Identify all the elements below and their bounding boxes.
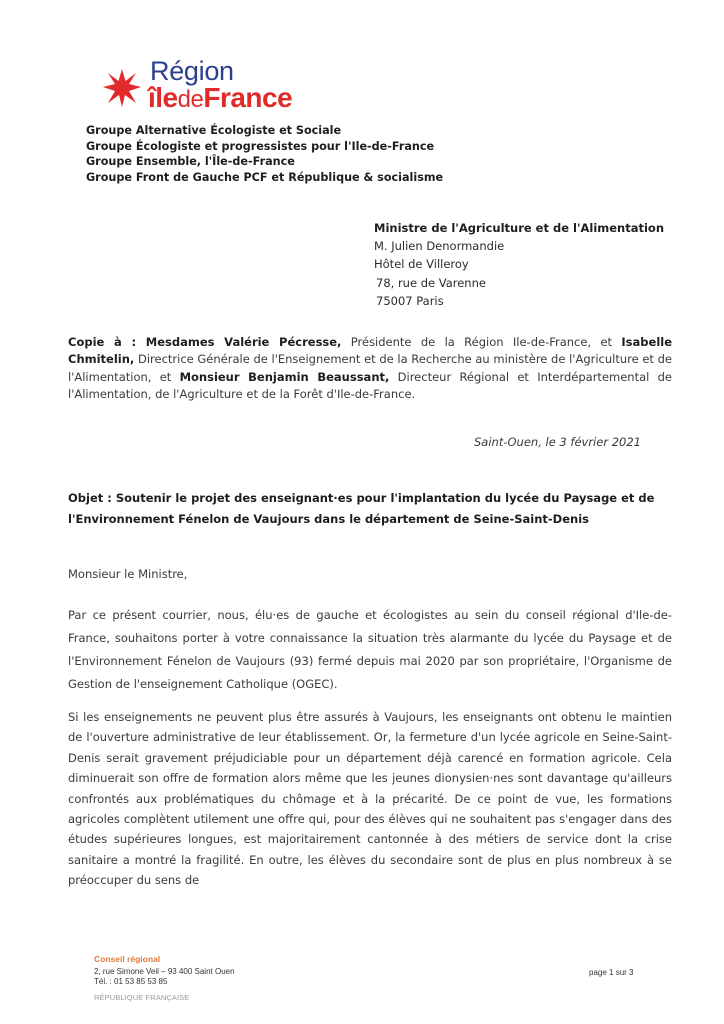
group-line: Groupe Ensemble, l'Île-de-France bbox=[86, 155, 295, 168]
recipient-title: Ministre de l'Agriculture et de l'Alimentation bbox=[374, 221, 665, 235]
group-line: Groupe Alternative Écologiste et Sociale bbox=[86, 124, 342, 137]
star-icon bbox=[102, 68, 142, 108]
copie-label: Copie à : Mesdames Valérie Pécresse, bbox=[68, 335, 342, 349]
logo-de: de bbox=[177, 86, 204, 113]
recipient-building: Hôtel de Villeroy bbox=[374, 257, 469, 272]
salutation: Monsieur le Ministre, bbox=[68, 567, 188, 581]
letter-date: Saint-Ouen, le 3 février 2021 bbox=[474, 435, 641, 449]
logo-idf-text bbox=[148, 82, 292, 114]
logo-region-text: Région bbox=[150, 56, 234, 86]
sender-groups bbox=[86, 123, 443, 185]
copie-name: Isabelle Chmitelin, bbox=[68, 335, 673, 367]
copie-text: Directeur Régional et Interdépartemental de l'Alimentation, de l'Agriculture et de la Forêt d'Ile-de-France. bbox=[68, 369, 672, 402]
group-line: Groupe Front de Gauche PCF et République & socialisme bbox=[86, 170, 444, 184]
logo-france: France bbox=[203, 82, 293, 113]
group-line: Groupe Écologiste et progressistes pour l'Ile-de-France bbox=[86, 139, 435, 153]
copie-text: Présidente de la Région Ile-de-France, et bbox=[341, 335, 622, 349]
recipient-street: 78, rue de Varenne bbox=[376, 275, 486, 290]
copie-text: Directrice Générale de l'Enseignement et de la Recherche au ministère de l'Agriculture et de l'Alimentation, et bbox=[68, 352, 672, 384]
footer-address: 2, rue Simone Veil – 93 400 Saint Ouen bbox=[94, 966, 235, 976]
recipient-city: 75007 Paris bbox=[376, 293, 444, 308]
page-number: page 1 sur 3 bbox=[589, 968, 634, 977]
body-paragraph: Par ce présent courrier, nous, élu·es de gauche et écologistes au sein du conseil régional d'Ile-de-France, souhaitons porter à votre connaissance la situation très alarmante du lycée du Paysage et de l'Environnement Fénelon de Vaujours (93) fermé depuis mai 2020 par son propriétaire, l'Organisme de Gestion de l'enseignement Catholique (OGEC). bbox=[68, 608, 672, 691]
recipient-address bbox=[374, 219, 664, 310]
copie-name: Monsieur Benjamin Beaussant, bbox=[179, 369, 390, 384]
logo-ile: île bbox=[148, 82, 178, 113]
letter-subject: Objet : Soutenir le projet des enseignant·es pour l'implantation du lycée du Paysage et de l'Environnement Fénelon de Vaujours dans le département de Seine-Saint-Denis bbox=[68, 491, 655, 526]
footer-org: Conseil régional bbox=[94, 954, 161, 964]
copy-recipients bbox=[68, 334, 672, 404]
footer-phone: Tél. : 01 53 85 53 85 bbox=[94, 977, 168, 986]
footer-republic: RÉPUBLIQUE FRANÇAISE bbox=[94, 992, 190, 1002]
body-paragraph: Si les enseignements ne peuvent plus être assurés à Vaujours, les enseignants ont obtenu le maintien de l'ouverture administrative de leur établissement. Or, la fermeture d'un lycée agricole en Seine-Saint-Denis serait gravement préjudiciable pour un département déjà carencé en formation agricole. Cela diminuerait son offre de formation alors même que les jeunes dionysien·nes sont davantage qu'ailleurs confrontés aux problématiques du chômage et à la précarité. De ce point de vue, les formations agricoles complètent utilement une offre qui, pour des élèves qui ne souhaitent pas s'engager dans des études supérieures longues, est majoritairement cantonnée à des métiers de service dont la crise sanitaire a montré la fragilité. En outre, les élèves du secondaire sont de plus en plus nombreux à se préoccuper du sens de bbox=[68, 710, 672, 888]
footer bbox=[94, 954, 235, 1003]
recipient-name: M. Julien Denormandie bbox=[374, 239, 505, 254]
region-idf-logo bbox=[100, 58, 330, 114]
